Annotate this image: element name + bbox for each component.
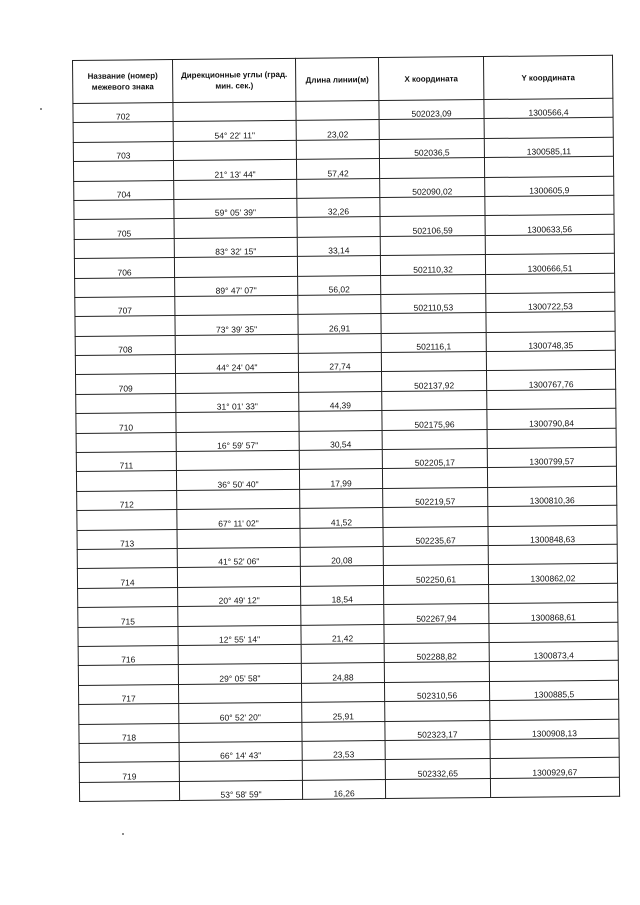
empty-cell xyxy=(489,622,618,643)
empty-cell xyxy=(78,587,178,607)
empty-cell xyxy=(382,390,487,410)
empty-cell xyxy=(487,389,616,410)
empty-cell xyxy=(177,567,300,588)
line-length-cell: 32,26 xyxy=(297,198,380,218)
x-coordinate-cell: 502090,02 xyxy=(380,177,485,197)
empty-cell xyxy=(300,488,383,508)
empty-cell xyxy=(78,626,178,646)
direction-angle-cell: 54° 22' 11" xyxy=(173,121,296,142)
x-coordinate-cell: 502023,09 xyxy=(379,100,484,120)
y-coordinate-cell: 1300873,4 xyxy=(489,641,618,662)
line-length-cell: 25,91 xyxy=(302,702,385,722)
x-coordinate-cell: 502110,32 xyxy=(380,255,485,275)
coordinates-sheet xyxy=(72,55,619,820)
empty-cell xyxy=(77,548,177,568)
empty-cell xyxy=(301,682,384,702)
line-length-cell: 56,02 xyxy=(298,275,381,295)
empty-cell xyxy=(75,355,175,375)
line-length-cell: 26,91 xyxy=(298,314,381,334)
empty-cell xyxy=(382,429,487,449)
direction-angle-cell: 20° 49' 12" xyxy=(178,586,301,607)
line-length-cell: 24,88 xyxy=(301,663,384,683)
direction-angle-cell: 29° 05' 58" xyxy=(178,664,301,685)
empty-cell xyxy=(297,256,380,276)
direction-angle-cell: 44° 24' 04" xyxy=(175,353,298,374)
empty-cell xyxy=(379,158,484,178)
y-coordinate-cell: 1300748,35 xyxy=(486,331,615,352)
point-name-cell: 719 xyxy=(79,762,179,782)
point-name-cell: 704 xyxy=(74,180,174,200)
empty-cell xyxy=(173,101,296,122)
empty-cell xyxy=(176,450,299,471)
y-coordinate-cell: 1300633,56 xyxy=(485,215,614,236)
point-name-cell: 714 xyxy=(77,568,177,588)
empty-cell xyxy=(176,412,299,433)
point-name-cell: 706 xyxy=(74,258,174,278)
y-coordinate-cell: 1300666,51 xyxy=(485,253,614,274)
line-length-cell: 27,74 xyxy=(298,353,381,373)
line-length-cell: 17,99 xyxy=(299,469,382,489)
empty-cell xyxy=(486,350,615,371)
header-direction-angle: Дирекционные углы (град. мин. сек.) xyxy=(173,58,296,102)
empty-cell xyxy=(74,199,174,219)
empty-cell xyxy=(489,583,618,604)
y-coordinate-cell: 1300810,36 xyxy=(488,486,617,507)
point-name-cell: 711 xyxy=(76,452,176,472)
empty-cell xyxy=(299,372,382,392)
empty-cell xyxy=(176,373,299,394)
empty-cell xyxy=(300,527,383,547)
y-coordinate-cell: 1300722,53 xyxy=(486,292,615,313)
y-coordinate-cell: 1300848,63 xyxy=(488,525,617,546)
table-header-row xyxy=(73,55,613,103)
x-coordinate-cell: 502116,1 xyxy=(381,332,486,352)
empty-cell xyxy=(381,313,486,333)
empty-cell xyxy=(74,238,174,258)
x-coordinate-cell: 502250,61 xyxy=(383,565,488,585)
empty-cell xyxy=(384,584,489,604)
header-x-coordinate: X координата xyxy=(378,57,483,101)
y-coordinate-cell: 1300566,4 xyxy=(484,98,613,119)
empty-cell xyxy=(296,101,379,121)
direction-angle-cell: 31° 01' 33" xyxy=(176,392,299,413)
empty-cell xyxy=(300,566,383,586)
direction-angle-cell: 89° 47' 07" xyxy=(175,276,298,297)
empty-cell xyxy=(175,295,298,316)
x-coordinate-cell: 502310,56 xyxy=(384,681,489,701)
empty-cell xyxy=(177,528,300,549)
empty-cell xyxy=(299,411,382,431)
empty-cell xyxy=(381,274,486,294)
scan-speck xyxy=(40,108,42,110)
point-name-cell: 707 xyxy=(75,296,175,316)
y-coordinate-cell: 1300868,61 xyxy=(489,602,618,623)
line-length-cell: 23,02 xyxy=(296,120,379,140)
empty-cell xyxy=(302,721,385,741)
direction-angle-cell: 66° 14' 43" xyxy=(179,741,302,762)
y-coordinate-cell: 1300862,02 xyxy=(488,564,617,585)
line-length-cell: 23,53 xyxy=(302,740,385,760)
empty-cell xyxy=(299,450,382,470)
direction-angle-cell: 60° 52' 20" xyxy=(179,702,302,723)
empty-cell xyxy=(490,777,619,798)
empty-cell xyxy=(73,122,173,142)
y-coordinate-cell: 1300908,13 xyxy=(490,719,619,740)
empty-cell xyxy=(488,505,617,526)
empty-cell xyxy=(178,644,301,665)
direction-angle-cell: 41° 52' 06" xyxy=(177,547,300,568)
empty-cell xyxy=(296,139,379,159)
x-coordinate-cell: 502219,57 xyxy=(383,487,488,507)
empty-cell xyxy=(384,662,489,682)
empty-cell xyxy=(490,738,619,759)
empty-cell xyxy=(490,699,619,720)
empty-cell xyxy=(379,119,484,139)
empty-cell xyxy=(487,428,616,449)
empty-cell xyxy=(75,277,175,297)
direction-angle-cell: 36° 50' 40" xyxy=(176,470,299,491)
y-coordinate-cell: 1300885,5 xyxy=(489,680,618,701)
y-coordinate-cell: 1300767,76 xyxy=(487,370,616,391)
line-length-cell: 33,14 xyxy=(297,236,380,256)
point-name-cell: 705 xyxy=(74,219,174,239)
x-coordinate-cell: 502235,67 xyxy=(383,526,488,546)
x-coordinate-cell: 502110,53 xyxy=(381,293,486,313)
line-length-cell: 16,26 xyxy=(302,779,385,799)
x-coordinate-cell: 502323,17 xyxy=(385,720,490,740)
empty-cell xyxy=(485,234,614,255)
y-coordinate-cell: 1300585,11 xyxy=(484,137,613,158)
table-body xyxy=(73,98,620,801)
x-coordinate-cell: 502288,82 xyxy=(384,642,489,662)
empty-cell xyxy=(380,196,485,216)
x-coordinate-cell: 502137,92 xyxy=(382,371,487,391)
point-name-cell: 709 xyxy=(76,374,176,394)
x-coordinate-cell: 502036,5 xyxy=(379,138,484,158)
point-name-cell: 702 xyxy=(73,103,173,123)
x-coordinate-cell: 502267,94 xyxy=(384,604,489,624)
line-length-cell: 41,52 xyxy=(300,508,383,528)
line-length-cell: 21,42 xyxy=(301,624,384,644)
line-length-cell: 30,54 xyxy=(299,430,382,450)
empty-cell xyxy=(76,471,176,491)
direction-angle-cell: 67° 11' 02" xyxy=(177,509,300,530)
empty-cell xyxy=(173,140,296,161)
direction-angle-cell: 21° 13' 44" xyxy=(173,160,296,181)
empty-cell xyxy=(382,468,487,488)
empty-cell xyxy=(174,218,297,239)
empty-cell xyxy=(177,489,300,510)
direction-angle-cell: 83° 32' 15" xyxy=(174,237,297,258)
empty-cell xyxy=(488,544,617,565)
empty-cell xyxy=(174,256,297,277)
empty-cell xyxy=(384,623,489,643)
empty-cell xyxy=(301,643,384,663)
empty-cell xyxy=(79,742,179,762)
direction-angle-cell: 59° 05' 39" xyxy=(174,198,297,219)
empty-cell xyxy=(77,510,177,530)
empty-cell xyxy=(76,393,176,413)
empty-cell xyxy=(302,760,385,780)
empty-cell xyxy=(487,467,616,488)
boundary-coordinates-table xyxy=(72,55,620,802)
empty-cell xyxy=(79,704,179,724)
empty-cell xyxy=(301,605,384,625)
x-coordinate-cell: 502332,65 xyxy=(385,759,490,779)
point-name-cell: 703 xyxy=(73,141,173,161)
point-name-cell: 708 xyxy=(75,335,175,355)
direction-angle-cell: 16° 59' 57" xyxy=(176,431,299,452)
header-line-length: Длина линии(м) xyxy=(295,58,378,102)
y-coordinate-cell: 1300929,67 xyxy=(490,758,619,779)
empty-cell xyxy=(486,273,615,294)
direction-angle-cell: 53° 58' 59" xyxy=(179,780,302,801)
direction-angle-cell: 12° 55' 14" xyxy=(178,625,301,646)
empty-cell xyxy=(75,316,175,336)
point-name-cell: 718 xyxy=(79,723,179,743)
x-coordinate-cell: 502106,59 xyxy=(380,216,485,236)
point-name-cell: 710 xyxy=(76,413,176,433)
y-coordinate-cell: 1300799,57 xyxy=(487,447,616,468)
empty-cell xyxy=(298,294,381,314)
empty-cell xyxy=(381,352,486,372)
point-name-cell: 716 xyxy=(78,645,178,665)
empty-cell xyxy=(383,546,488,566)
scan-speck xyxy=(122,833,124,835)
empty-cell xyxy=(73,161,173,181)
empty-cell xyxy=(484,156,613,177)
x-coordinate-cell: 502205,17 xyxy=(382,449,487,469)
empty-cell xyxy=(484,118,613,139)
point-name-cell: 712 xyxy=(77,490,177,510)
direction-angle-cell: 73° 39' 35" xyxy=(175,315,298,336)
empty-cell xyxy=(179,722,302,743)
empty-cell xyxy=(385,701,490,721)
point-name-cell: 717 xyxy=(79,684,179,704)
empty-cell xyxy=(179,761,302,782)
line-length-cell: 20,08 xyxy=(300,547,383,567)
empty-cell xyxy=(383,507,488,527)
line-length-cell: 57,42 xyxy=(296,159,379,179)
x-coordinate-cell: 502175,96 xyxy=(382,410,487,430)
header-y-coordinate: Y координата xyxy=(483,55,612,99)
line-length-cell: 18,54 xyxy=(301,585,384,605)
empty-cell xyxy=(297,217,380,237)
header-point-name: Название (номер) межевого знака xyxy=(73,60,173,104)
empty-cell xyxy=(76,432,176,452)
y-coordinate-cell: 1300790,84 xyxy=(487,409,616,430)
y-coordinate-cell: 1300605,9 xyxy=(485,176,614,197)
empty-cell xyxy=(78,665,178,685)
empty-cell xyxy=(174,179,297,200)
empty-cell xyxy=(380,235,485,255)
point-name-cell: 715 xyxy=(78,607,178,627)
empty-cell xyxy=(178,605,301,626)
empty-cell xyxy=(485,195,614,216)
empty-cell xyxy=(489,661,618,682)
empty-cell xyxy=(385,778,490,798)
empty-cell xyxy=(175,334,298,355)
empty-cell xyxy=(79,781,179,801)
empty-cell xyxy=(178,683,301,704)
table-row xyxy=(79,777,619,802)
empty-cell xyxy=(297,178,380,198)
empty-cell xyxy=(298,333,381,353)
line-length-cell: 44,39 xyxy=(299,391,382,411)
empty-cell xyxy=(486,312,615,333)
empty-cell xyxy=(385,739,490,759)
point-name-cell: 713 xyxy=(77,529,177,549)
